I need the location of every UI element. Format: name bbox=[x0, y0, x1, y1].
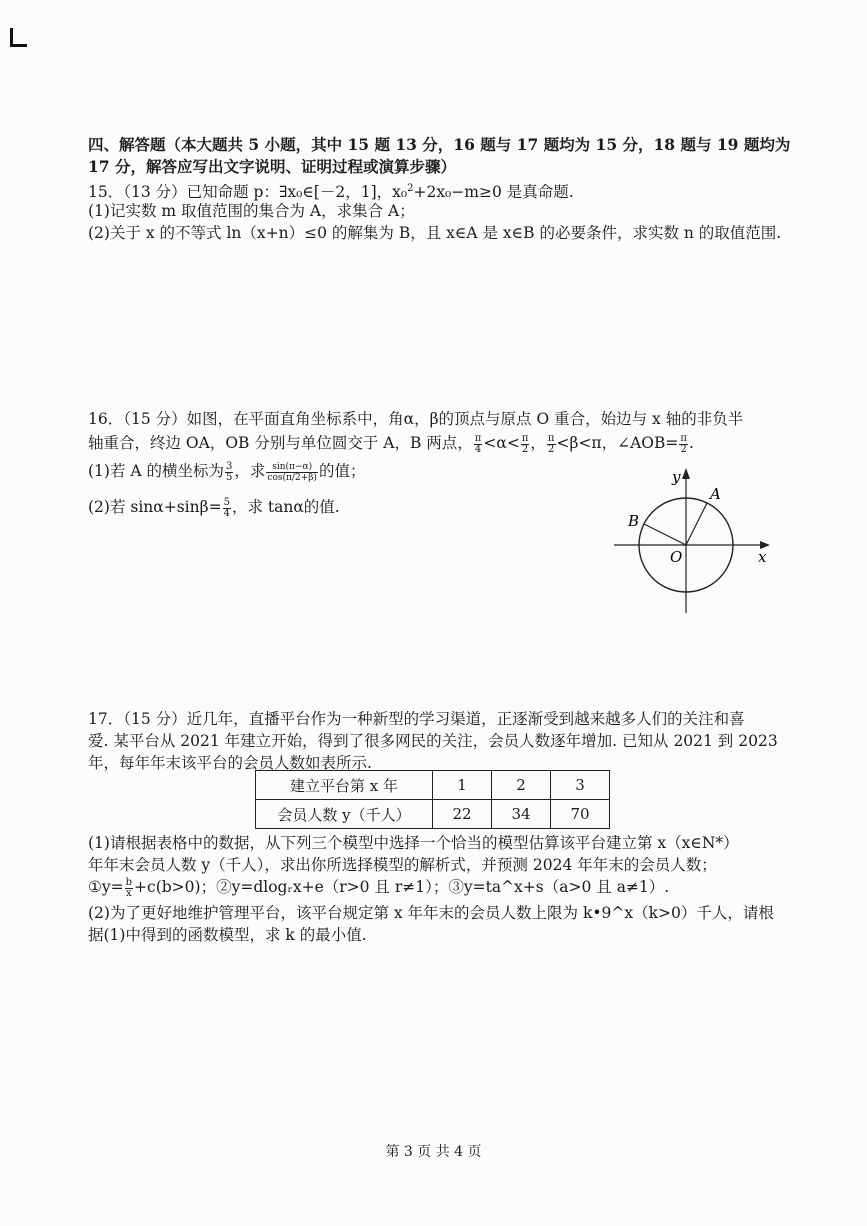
q17-models: ①y= $\frac{b}{x}$ +c(b>0)；②y=dlogᵣx+e（r>0 且 r≠1）；③y=ta^x+s（a>0 且 a≠1）. bbox=[88, 876, 670, 899]
table-cell: 会员人数 y（千人） bbox=[256, 800, 433, 829]
ray-oa bbox=[686, 503, 707, 545]
q15-title: 15．（13 分）已知命题 p：∃x₀∈[－2，1]，x₀$^2$+2x₀−m≥0 是真命题. bbox=[88, 183, 574, 202]
ray-ob bbox=[644, 524, 686, 545]
q15-part2: (2)关于 x 的不等式 ln（x+n）≤0 的解集为 B，且 x∈A 是 x∈B 的必要条件，求实数 n 的取值范围. bbox=[88, 224, 782, 242]
table-row bbox=[256, 800, 610, 829]
q15-part1: (1)记实数 m 取值范围的集合为 A，求集合 A； bbox=[88, 202, 415, 220]
members-table bbox=[255, 770, 610, 829]
q17-line3: 年，每年年末该平台的会员人数如表所示. bbox=[88, 754, 372, 772]
origin-label: O bbox=[670, 548, 683, 566]
corner-mark bbox=[10, 28, 27, 47]
point-b-label: B bbox=[628, 512, 640, 530]
q17-line2: 爱. 某平台从 2021 年建立开始，得到了很多网民的关注，会员人数逐年增加. 已知从 2021 到 2023 bbox=[88, 732, 778, 750]
point-a-label: A bbox=[710, 485, 721, 503]
q16-line2: 轴重合，终边 OA，OB 分别与单位圆交于 A，B 两点， $\frac{\pi}{4}$ <α< $\frac{\pi}{2}$ ， $\frac{\pi}{2}$ <β<π，∠AOB= $\frac{\pi}{2}$ . bbox=[88, 432, 694, 455]
page-footer: 第 3 页 共 4 页 bbox=[385, 1144, 482, 1160]
q16-part1: (1)若 A 的横坐标为 $\frac{3}{5}$ ，求 $\frac{\sin(\pi-\alpha)}{\cos(\pi/2+\beta)}$ 的值； bbox=[88, 460, 366, 483]
table-cell: 2 bbox=[492, 771, 551, 800]
q17-part2a: (2)为了更好地维护管理平台，该平台规定第 x 年年末的会员人数上限为 k•9^x（k>0）千人，请根 bbox=[88, 904, 774, 922]
table-cell: 1 bbox=[433, 771, 492, 800]
table-cell: 3 bbox=[551, 771, 610, 800]
table-cell: 34 bbox=[492, 800, 551, 829]
x-label: x bbox=[758, 548, 767, 566]
q17-line1: 17．（15 分）近几年，直播平台作为一种新型的学习渠道，正逐渐受到越来越多人们的关注和喜 bbox=[88, 710, 745, 728]
y-axis-arrow bbox=[682, 468, 690, 479]
table-cell: 建立平台第 x 年 bbox=[256, 771, 433, 800]
y-label: y bbox=[672, 468, 681, 486]
q16-line1: 16．（15 分）如图，在平面直角坐标系中，角α，β的顶点与原点 O 重合，始边与 x 轴的非负半 bbox=[88, 410, 744, 428]
q17-part1b: 年年末会员人数 y（千人），求出你所选择模型的解析式，并预测 2024 年年末的会员人数； bbox=[88, 856, 717, 874]
section-heading-cont: 17 分，解答应写出文字说明、证明过程或演算步骤） bbox=[88, 157, 456, 176]
unit-circle-figure bbox=[600, 458, 780, 618]
table-cell: 70 bbox=[551, 800, 610, 829]
q16-part2: (2)若 sinα+sinβ= $\frac{5}{4}$ ，求 tanα的值. bbox=[88, 496, 340, 519]
q17-part2b: 据(1)中得到的函数模型，求 k 的最小值. bbox=[88, 926, 367, 944]
section-heading: 四、解答题（本大题共 5 小题，其中 15 题 13 分，16 题与 17 题均为 15 分，18 题与 19 题均为 bbox=[88, 135, 791, 154]
table-cell: 22 bbox=[433, 800, 492, 829]
table-row bbox=[256, 771, 610, 800]
q17-part1a: (1)请根据表格中的数据，从下列三个模型中选择一个恰当的模型估算该平台建立第 x（x∈N*） bbox=[88, 834, 739, 852]
